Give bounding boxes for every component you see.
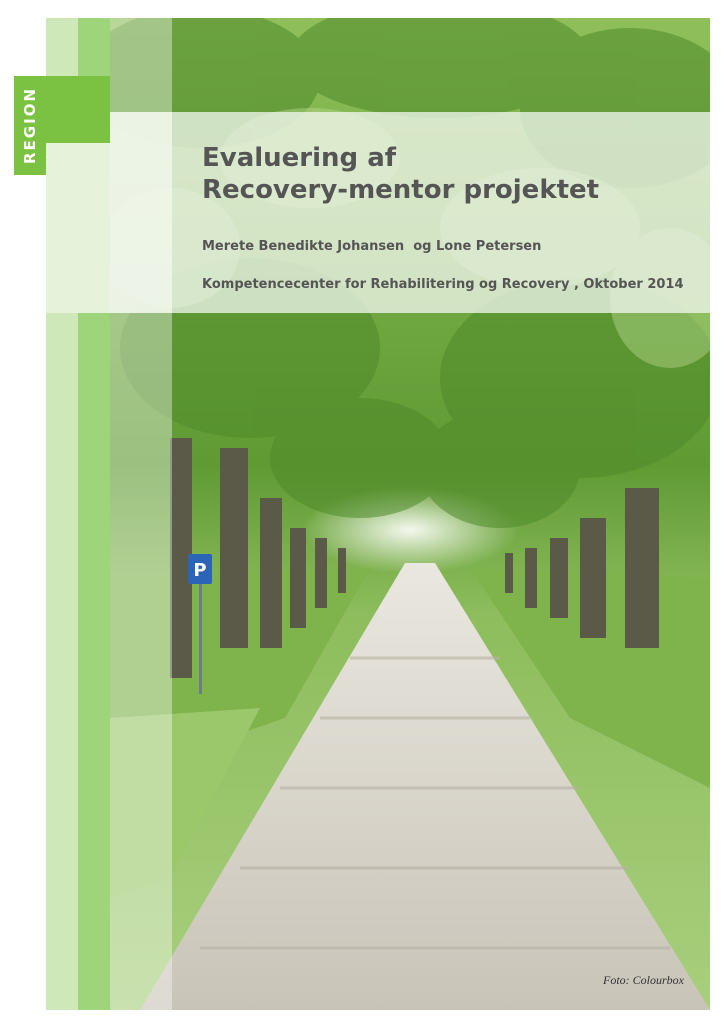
photo-credit: Foto: Colourbox (603, 973, 684, 987)
title-line-2: Recovery-mentor projektet (202, 175, 600, 205)
report-organization-date: Kompetencecenter for Rehabilitering og Recovery , Oktober 2014 (202, 277, 684, 292)
report-title (202, 142, 599, 206)
title-band-left-fade (110, 112, 172, 313)
decor-stripe-pale (46, 143, 110, 313)
parking-sign-letter: P (193, 560, 207, 581)
report-authors: Merete Benedikte Johansen og Lone Petersen (202, 239, 542, 254)
region-logo-crossbar (46, 76, 110, 143)
title-line-1: Evaluering af (202, 143, 397, 173)
region-logo-text: REGION (21, 87, 39, 164)
